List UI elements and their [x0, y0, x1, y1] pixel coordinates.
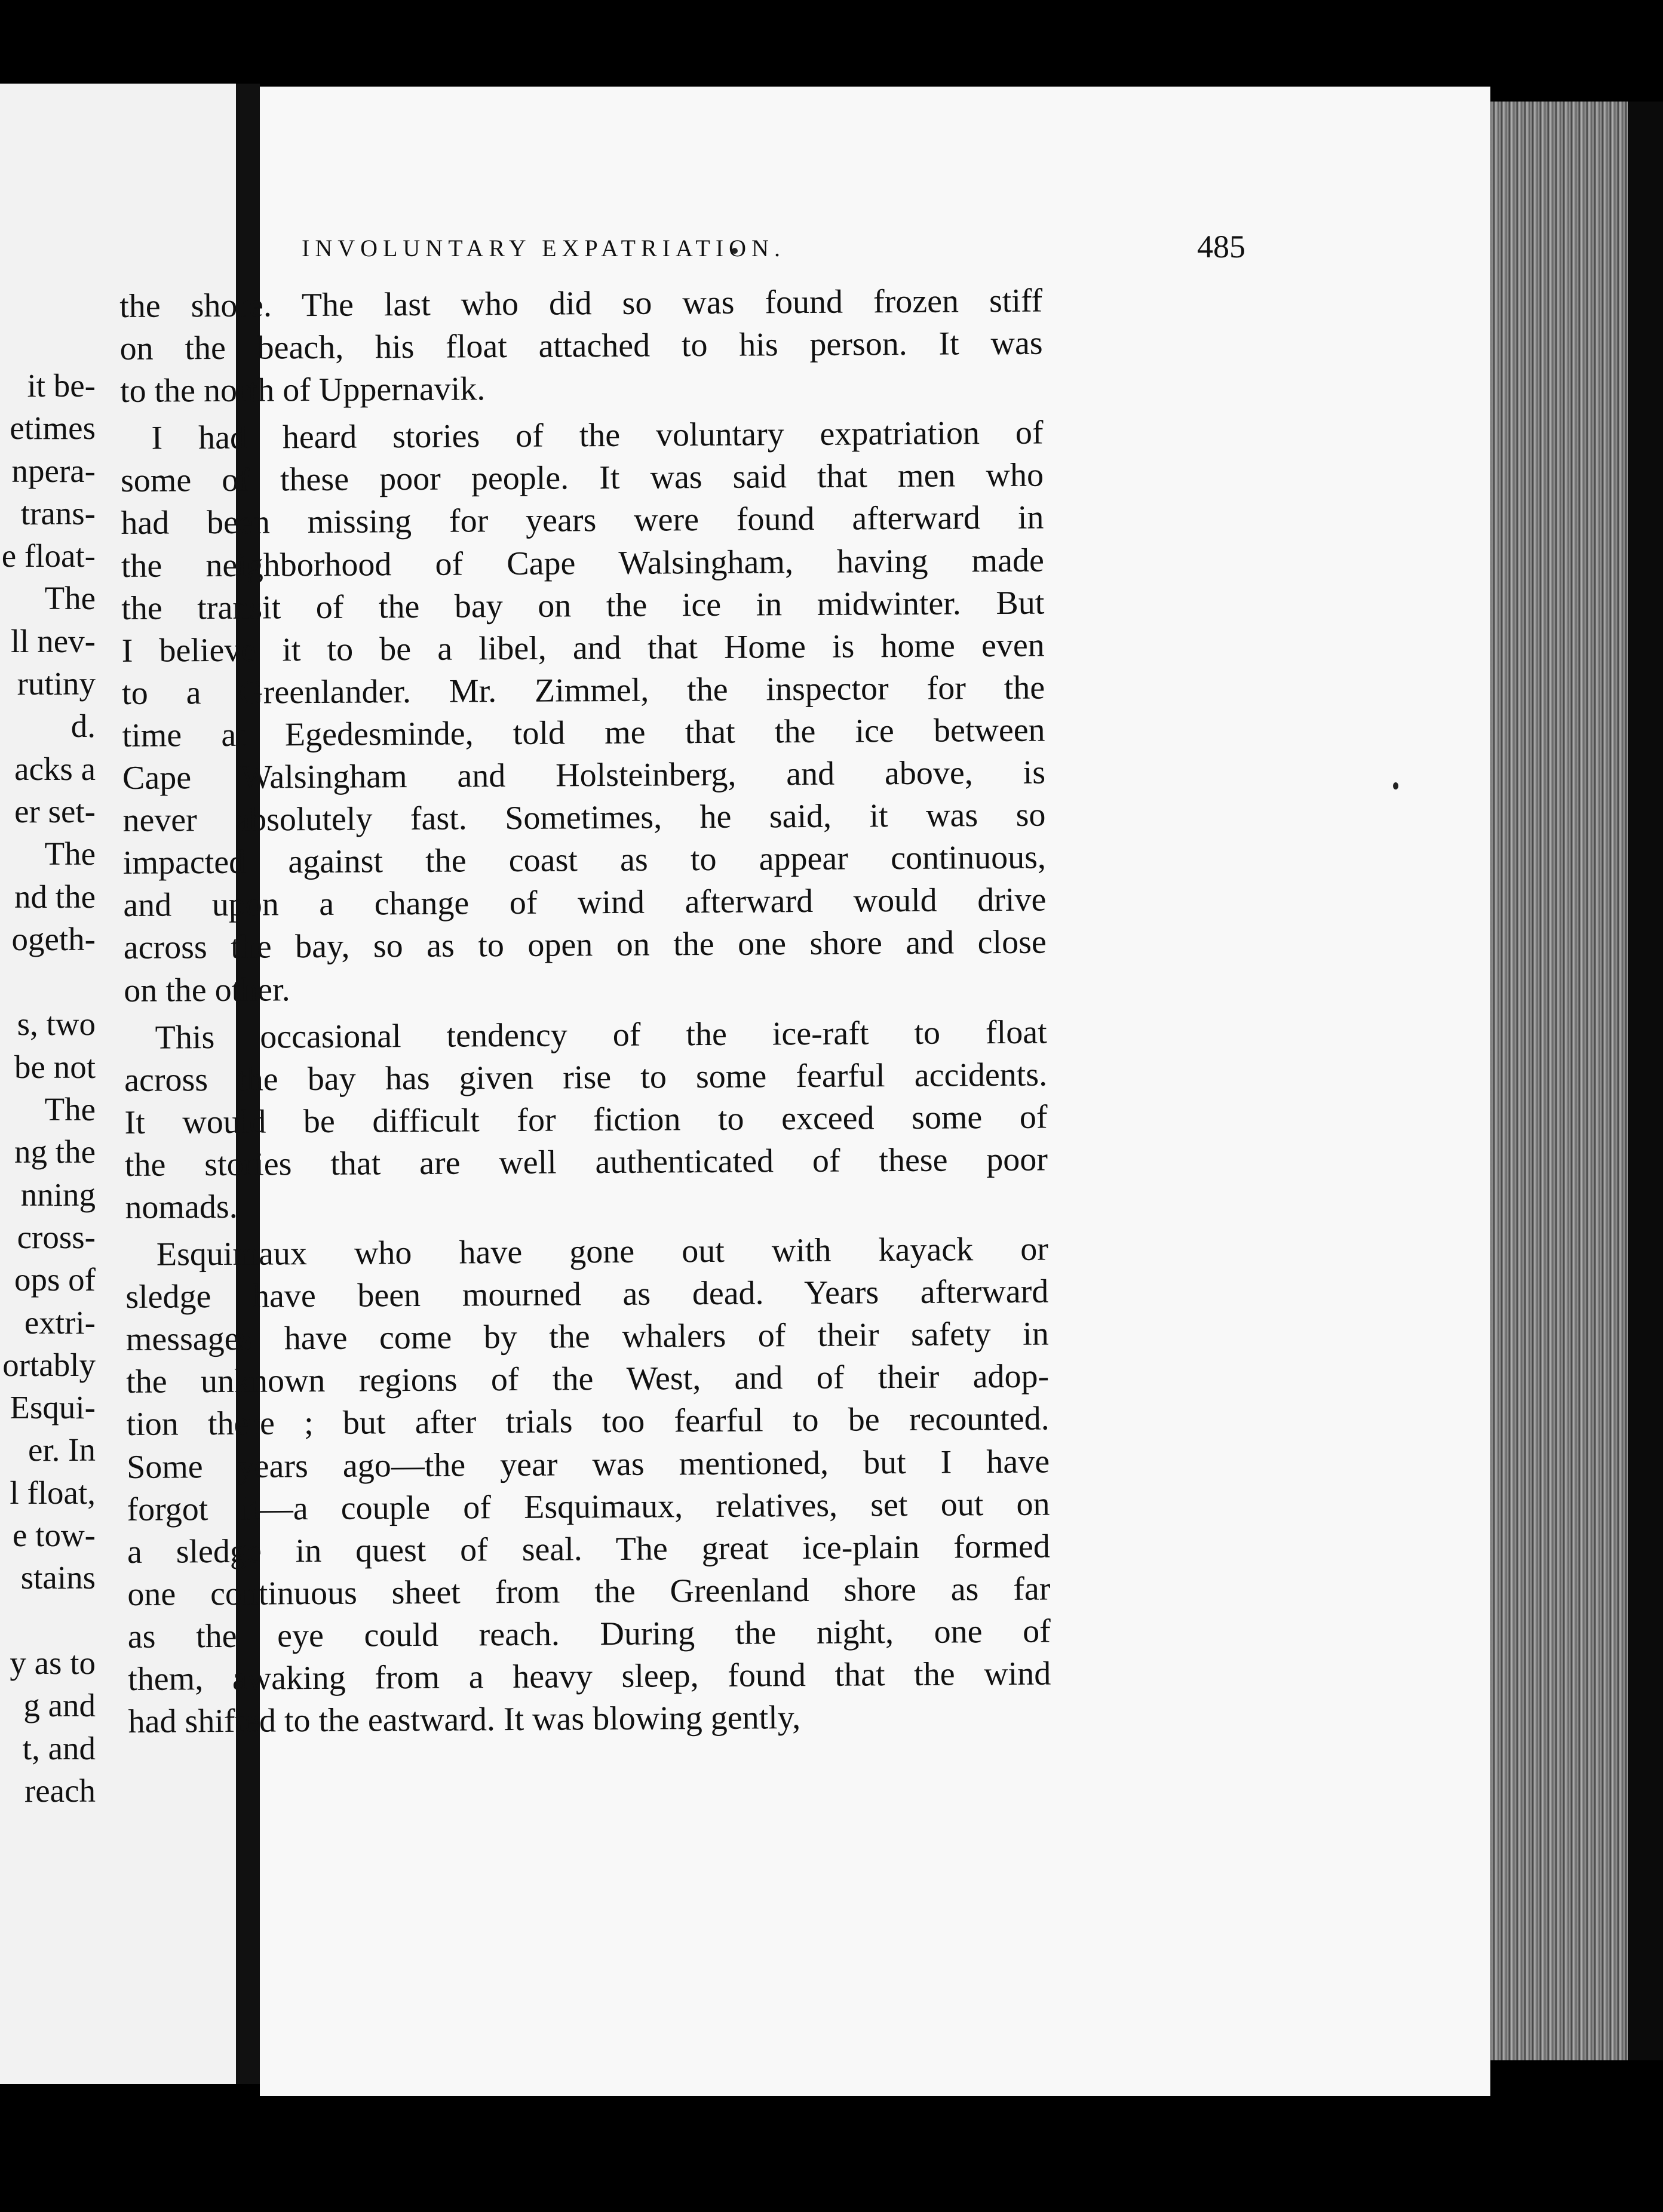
- left-page-line: [2, 960, 96, 1003]
- left-page-line: The: [44, 1091, 96, 1128]
- left-page-line: The: [44, 580, 96, 617]
- left-page-line: l float,: [10, 1474, 96, 1511]
- left-page-line: d.: [70, 708, 96, 745]
- left-page-line: rutiny: [17, 665, 96, 702]
- left-page-line: Esqui-: [10, 1389, 96, 1426]
- text-line: across the bay has given rise to some fearful accidents.: [124, 1056, 1048, 1099]
- text-line: the neighborhood of Cape Walsingham, having made: [121, 542, 1045, 585]
- left-page-text: [2, 364, 96, 1812]
- text-line: across the bay, so as to open on the one shore and close: [123, 923, 1047, 967]
- page-edge-shadow: [1628, 102, 1663, 2060]
- text-line: impacted against the coast as to appear continuous,: [122, 838, 1047, 882]
- text-line: time at Egedesminde, told me that the ice between: [122, 711, 1045, 754]
- text-line: the stories that are well authenticated of these poor: [124, 1141, 1048, 1184]
- page-number: 485: [1197, 229, 1245, 265]
- running-title: INVOLUNTARY EXPATRIATION.: [302, 235, 786, 262]
- left-page-line: e tow-: [13, 1517, 96, 1554]
- paragraph: [125, 1228, 1051, 1744]
- text-line: Esquimaux who have gone out with kayack or: [156, 1230, 1049, 1273]
- text-line: never absolutely fast. Sometimes, he said, it was so: [122, 796, 1046, 840]
- left-page-line: cross-: [17, 1218, 96, 1255]
- left-page-line: stains: [20, 1559, 96, 1596]
- text-line: This occasional tendency of the ice-raft to float: [155, 1013, 1047, 1056]
- left-page-line: trans-: [20, 494, 96, 532]
- text-line: the shore. The last who did so was found frozen stiff: [119, 282, 1043, 325]
- text-line: had shifted to the eastward. It was blowing gently,: [128, 1699, 801, 1741]
- left-page-line: acks a: [14, 750, 96, 787]
- left-page-line: be not: [14, 1048, 96, 1085]
- left-page-line: er set-: [14, 792, 96, 830]
- text-line: to the north of Uppernavik.: [119, 370, 486, 410]
- text-line: the unknown regions of the West, and of their adop-: [126, 1357, 1050, 1401]
- running-head: [302, 228, 1245, 276]
- left-page-line: npera-: [11, 452, 96, 489]
- text-line: some of these poor people. It was said that men who: [120, 456, 1044, 500]
- text-line: I had heard stories of the voluntary expatriation of: [151, 414, 1044, 457]
- text-line: Some years ago—the year was mentioned, but I have: [126, 1443, 1050, 1486]
- paragraph: [120, 412, 1047, 1012]
- left-page-line: y as to: [10, 1644, 96, 1681]
- text-line: on the beach, his float attached to his person. It was: [119, 324, 1043, 368]
- text-line: a sledge in quest of seal. The great ice-plain formed: [127, 1528, 1051, 1571]
- left-page-line: it be-: [27, 367, 96, 404]
- left-page-line: The: [44, 835, 96, 872]
- text-line: messages have come by the whalers of their safety in: [125, 1315, 1049, 1359]
- text-line: one continuous sheet from the Greenland shore as far: [127, 1570, 1051, 1613]
- paragraph: [119, 280, 1043, 413]
- left-page-line: ng the: [14, 1133, 96, 1170]
- text-line: them, awaking from a heavy sleep, found that the wind: [128, 1655, 1051, 1698]
- left-page-line: ll nev-: [10, 622, 96, 659]
- left-page-line: [2, 1599, 96, 1642]
- text-line: had been missing for years were found afterward in: [121, 499, 1044, 542]
- left-page-line: g and: [23, 1687, 96, 1724]
- left-page-line: ogeth-: [11, 920, 96, 957]
- text-line: the transit of the bay on the ice in midwinter. But: [121, 584, 1045, 627]
- left-page-line: ortably: [2, 1346, 96, 1383]
- left-page-line: e float-: [1, 537, 96, 574]
- left-page-line: reach: [24, 1772, 96, 1809]
- left-page-line: s, two: [17, 1006, 96, 1043]
- text-line: sledge have been mourned as dead. Years afterward: [125, 1273, 1049, 1316]
- left-page-line: nd the: [14, 878, 96, 915]
- left-page-line: er. In: [27, 1431, 96, 1468]
- text-line: It would be difficult for fiction to exceed some of: [124, 1098, 1048, 1141]
- text-line: on the other.: [124, 970, 290, 1009]
- text-line: tion there ; but after trials too fearful to be recounted.: [126, 1400, 1050, 1443]
- text-line: nomads.: [125, 1188, 238, 1226]
- body-text: [119, 280, 1051, 1744]
- text-line: to a Greenlander. Mr. Zimmel, the inspector for the: [121, 669, 1045, 712]
- paragraph: [124, 1011, 1048, 1229]
- text-line: and upon a change of wind afterward would drive: [123, 881, 1047, 924]
- left-page-line: t, and: [22, 1729, 96, 1766]
- text-line: as the eye could reach. During the night, one of: [127, 1612, 1051, 1655]
- text-line: forgot it—a couple of Esquimaux, relatives, set out on: [127, 1485, 1050, 1528]
- left-page-line: nning: [20, 1176, 96, 1213]
- left-page-line: ops of: [14, 1261, 96, 1298]
- text-line: Cape Walsingham and Holsteinberg, and above, is: [122, 754, 1046, 797]
- ink-speck: [1393, 782, 1398, 789]
- page-edge: [1490, 102, 1628, 2060]
- left-page-line: extri-: [24, 1304, 96, 1341]
- left-page-line: etimes: [10, 410, 96, 447]
- text-line: I believe it to be a libel, and that Home is home even: [121, 626, 1045, 669]
